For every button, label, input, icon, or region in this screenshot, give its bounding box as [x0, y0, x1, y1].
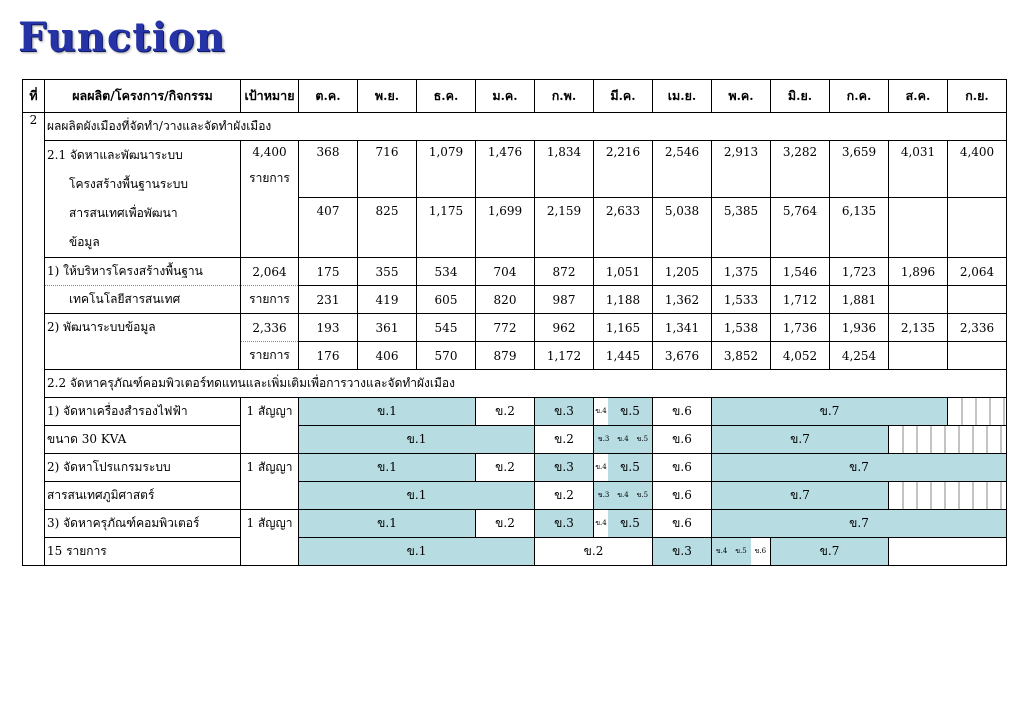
- grid-fill: [889, 482, 1007, 510]
- actual-cell: 1,533: [712, 286, 771, 314]
- actual-cell: 5,038: [653, 198, 712, 258]
- header-month: ธ.ค.: [417, 80, 476, 113]
- b2-blank: [241, 482, 299, 510]
- plan-cell: 2,336: [948, 314, 1007, 342]
- actual-cell: 987: [535, 286, 594, 314]
- plan-cell: 3,282: [771, 141, 830, 198]
- a1-line: 1) ให้บริหารโครงสร้างพื้นฐาน: [45, 258, 241, 286]
- b2-plan-row: [23, 454, 1007, 482]
- header-month: ม.ค.: [476, 80, 535, 113]
- plan-cell: 4,400: [948, 141, 1007, 198]
- actual-cell: 1,172: [535, 342, 594, 370]
- phase-bar: ข.2: [535, 426, 594, 454]
- actual-cell: 407: [299, 198, 358, 258]
- phase-bar: ข.3: [535, 454, 594, 482]
- s22-title: 2.2 จัดหาครุภัณฑ์คอมพิวเตอร์ทดแทนและเพิ่มเติมเพื่อการวางและจัดทำผังเมือง: [45, 370, 1007, 398]
- phase-bar: ข.7: [712, 398, 948, 426]
- phase-bar: ข.2: [476, 398, 535, 426]
- phase-bar: ข.1: [299, 510, 476, 538]
- a2-actual-row: [23, 342, 1007, 370]
- phase-bar: ข.2: [535, 538, 653, 566]
- actual-cell: 419: [358, 286, 417, 314]
- section-number: 2: [23, 113, 45, 566]
- b3-line: 15 รายการ: [45, 538, 241, 566]
- s21-line: ข้อมูล: [69, 235, 100, 249]
- grid-fill: [889, 538, 1007, 566]
- plan-cell: 704: [476, 258, 535, 286]
- phase-bar: ข.7: [712, 482, 889, 510]
- plan-cell: 193: [299, 314, 358, 342]
- header-no: ที่: [23, 80, 45, 113]
- phase-split: [594, 510, 653, 538]
- phase-bar: ข.1: [299, 398, 476, 426]
- s22-row: [23, 370, 1007, 398]
- header-target: เป้าหมาย: [241, 80, 299, 113]
- b1-line: ขนาด 30 KVA: [45, 426, 241, 454]
- plan-cell: 355: [358, 258, 417, 286]
- plan-cell: 361: [358, 314, 417, 342]
- phase-bar: ข.3: [594, 482, 613, 509]
- actual-cell: [948, 286, 1007, 314]
- header-month: ก.พ.: [535, 80, 594, 113]
- phase-bar: ข.6: [653, 454, 712, 482]
- phase-bar: ข.3: [653, 538, 712, 566]
- plan-cell: 962: [535, 314, 594, 342]
- phase-bar: ข.6: [653, 398, 712, 426]
- s21-line: โครงสร้างพื้นฐานระบบ: [69, 177, 188, 191]
- plan-cell: 2,135: [889, 314, 948, 342]
- b1-plan-row: [23, 398, 1007, 426]
- phase-bar: ข.1: [299, 482, 535, 510]
- a2-unit: รายการ: [241, 342, 299, 370]
- actual-cell: [948, 342, 1007, 370]
- actual-cell: 605: [417, 286, 476, 314]
- header-month: ต.ค.: [299, 80, 358, 113]
- a2-blank: [45, 342, 241, 370]
- s21-line: 2.1 จัดหาและพัฒนาระบบ: [47, 148, 183, 162]
- actual-cell: 3,852: [712, 342, 771, 370]
- phase-bar: ข.2: [535, 482, 594, 510]
- plan-cell: 2,216: [594, 141, 653, 198]
- plan-cell: 1,165: [594, 314, 653, 342]
- plan-cell: 545: [417, 314, 476, 342]
- phase-bar: ข.3: [594, 426, 613, 453]
- phase-bar: ข.5: [620, 460, 640, 474]
- phase-bar: ข.7: [771, 538, 889, 566]
- phase-bar: ข.7: [712, 454, 1007, 482]
- page-title: Function: [18, 14, 226, 61]
- phase-bar: ข.7: [712, 426, 889, 454]
- section-row: [23, 113, 1007, 141]
- actual-cell: [889, 198, 948, 258]
- a2-line: 2) พัฒนาระบบข้อมูล: [45, 314, 241, 342]
- actual-cell: 1,699: [476, 198, 535, 258]
- schedule-table: [22, 79, 1007, 566]
- actual-cell: 4,254: [830, 342, 889, 370]
- actual-cell: 1,362: [653, 286, 712, 314]
- phase-split: [594, 482, 653, 510]
- plan-cell: 3,659: [830, 141, 889, 198]
- phase-bar: ข.1: [299, 426, 535, 454]
- phase-bar: ข.6: [754, 547, 767, 555]
- actual-cell: 570: [417, 342, 476, 370]
- phase-bar: ข.4: [712, 538, 731, 565]
- phase-bar: ข.5: [620, 516, 640, 530]
- plan-cell: 1,896: [889, 258, 948, 286]
- phase-split: [594, 426, 653, 454]
- s21-line: สารสนเทศเพื่อพัฒนา: [69, 206, 178, 220]
- phase-bar: ข.4: [594, 398, 608, 425]
- phase-bar: ข.2: [476, 454, 535, 482]
- grid-fill: [889, 426, 1007, 454]
- phase-bar: ข.5: [731, 538, 750, 565]
- a1-line: เทคโนโลยีสารสนเทศ: [45, 286, 241, 314]
- phase-bar: ข.3: [535, 510, 594, 538]
- plan-cell: 1,476: [476, 141, 535, 198]
- section-title: ผลผลิตผังเมืองที่จัดทำ/วางและจัดทำผังเมือง: [45, 113, 1007, 141]
- b1-blank: [241, 426, 299, 454]
- actual-cell: 3,676: [653, 342, 712, 370]
- a2-plan-row: [23, 314, 1007, 342]
- plan-cell: 1,834: [535, 141, 594, 198]
- a1-plan-row: [23, 258, 1007, 286]
- phase-bar: ข.1: [299, 538, 535, 566]
- phase-bar: ข.4: [594, 510, 608, 537]
- s21-target-value: 4,400: [252, 145, 287, 159]
- actual-cell: 4,052: [771, 342, 830, 370]
- actual-cell: 1,175: [417, 198, 476, 258]
- b3-line: 3) จัดหาครุภัณฑ์คอมพิวเตอร์: [45, 510, 241, 538]
- a1-unit: รายการ: [241, 286, 299, 314]
- phase-bar: ข.3: [535, 398, 594, 426]
- plan-cell: 1,375: [712, 258, 771, 286]
- actual-cell: 1,712: [771, 286, 830, 314]
- b3-blank: [241, 538, 299, 566]
- header-month: ก.ค.: [830, 80, 889, 113]
- actual-cell: 5,764: [771, 198, 830, 258]
- actual-cell: [889, 286, 948, 314]
- phase-bar: ข.5: [633, 426, 652, 453]
- s21-target-unit: รายการ: [249, 171, 290, 185]
- b1-line: 1) จัดหาเครื่องสำรองไฟฟ้า: [45, 398, 241, 426]
- b2-line: สารสนเทศภูมิศาสตร์: [45, 482, 241, 510]
- phase-bar: ข.6: [653, 510, 712, 538]
- actual-cell: [948, 198, 1007, 258]
- plan-cell: 1,079: [417, 141, 476, 198]
- actual-cell: 2,159: [535, 198, 594, 258]
- plan-cell: 1,205: [653, 258, 712, 286]
- actual-cell: 1,445: [594, 342, 653, 370]
- plan-cell: 175: [299, 258, 358, 286]
- a1-target: 2,064: [241, 258, 299, 286]
- header-row: [23, 80, 1007, 113]
- s21-label: [45, 141, 241, 258]
- plan-cell: 1,736: [771, 314, 830, 342]
- s21-plan-row: [23, 141, 1007, 198]
- plan-cell: 4,031: [889, 141, 948, 198]
- phase-bar: ข.1: [299, 454, 476, 482]
- b3-target: 1 สัญญา: [241, 510, 299, 538]
- actual-cell: 2,633: [594, 198, 653, 258]
- plan-cell: 2,064: [948, 258, 1007, 286]
- plan-cell: 772: [476, 314, 535, 342]
- b3-plan-row: [23, 510, 1007, 538]
- b1-actual-row: [23, 426, 1007, 454]
- phase-split: [594, 398, 653, 426]
- plan-cell: 2,546: [653, 141, 712, 198]
- phase-bar: ข.4: [613, 482, 632, 509]
- actual-cell: 176: [299, 342, 358, 370]
- plan-cell: 1,341: [653, 314, 712, 342]
- s21-target: [241, 141, 299, 258]
- b3-actual-row: [23, 538, 1007, 566]
- header-month: มิ.ย.: [771, 80, 830, 113]
- plan-cell: 716: [358, 141, 417, 198]
- phase-bar: ข.6: [653, 426, 712, 454]
- actual-cell: 5,385: [712, 198, 771, 258]
- header-month: พ.ย.: [358, 80, 417, 113]
- actual-cell: 820: [476, 286, 535, 314]
- plan-cell: 1,538: [712, 314, 771, 342]
- plan-cell: 1,546: [771, 258, 830, 286]
- actual-cell: 231: [299, 286, 358, 314]
- header-month: ส.ค.: [889, 80, 948, 113]
- actual-cell: 6,135: [830, 198, 889, 258]
- phase-bar: ข.4: [594, 454, 608, 481]
- header-month: ก.ย.: [948, 80, 1007, 113]
- actual-cell: 1,188: [594, 286, 653, 314]
- phase-bar: ข.7: [712, 510, 1007, 538]
- actual-cell: 1,881: [830, 286, 889, 314]
- plan-cell: 534: [417, 258, 476, 286]
- header-month: เม.ย.: [653, 80, 712, 113]
- phase-bar: ข.2: [476, 510, 535, 538]
- b2-line: 2) จัดหาโปรแกรมระบบ: [45, 454, 241, 482]
- actual-cell: [889, 342, 948, 370]
- plan-cell: 1,051: [594, 258, 653, 286]
- b2-target: 1 สัญญา: [241, 454, 299, 482]
- plan-cell: 872: [535, 258, 594, 286]
- a1-actual-row: [23, 286, 1007, 314]
- phase-bar: ข.4: [613, 426, 632, 453]
- header-month: มี.ค.: [594, 80, 653, 113]
- plan-cell: 1,936: [830, 314, 889, 342]
- phase-bar: ข.5: [620, 404, 640, 418]
- header-month: พ.ค.: [712, 80, 771, 113]
- phase-bar: ข.5: [633, 482, 652, 509]
- a2-target: 2,336: [241, 314, 299, 342]
- phase-split: [594, 454, 653, 482]
- actual-cell: 406: [358, 342, 417, 370]
- grid-fill: [948, 398, 1007, 426]
- b1-target: 1 สัญญา: [241, 398, 299, 426]
- phase-bar: ข.6: [653, 482, 712, 510]
- actual-cell: 825: [358, 198, 417, 258]
- plan-cell: 2,913: [712, 141, 771, 198]
- actual-cell: 879: [476, 342, 535, 370]
- header-item: ผลผลิต/โครงการ/กิจกรรม: [45, 80, 241, 113]
- b2-actual-row: [23, 482, 1007, 510]
- plan-cell: 368: [299, 141, 358, 198]
- phase-split: [712, 538, 771, 566]
- plan-cell: 1,723: [830, 258, 889, 286]
